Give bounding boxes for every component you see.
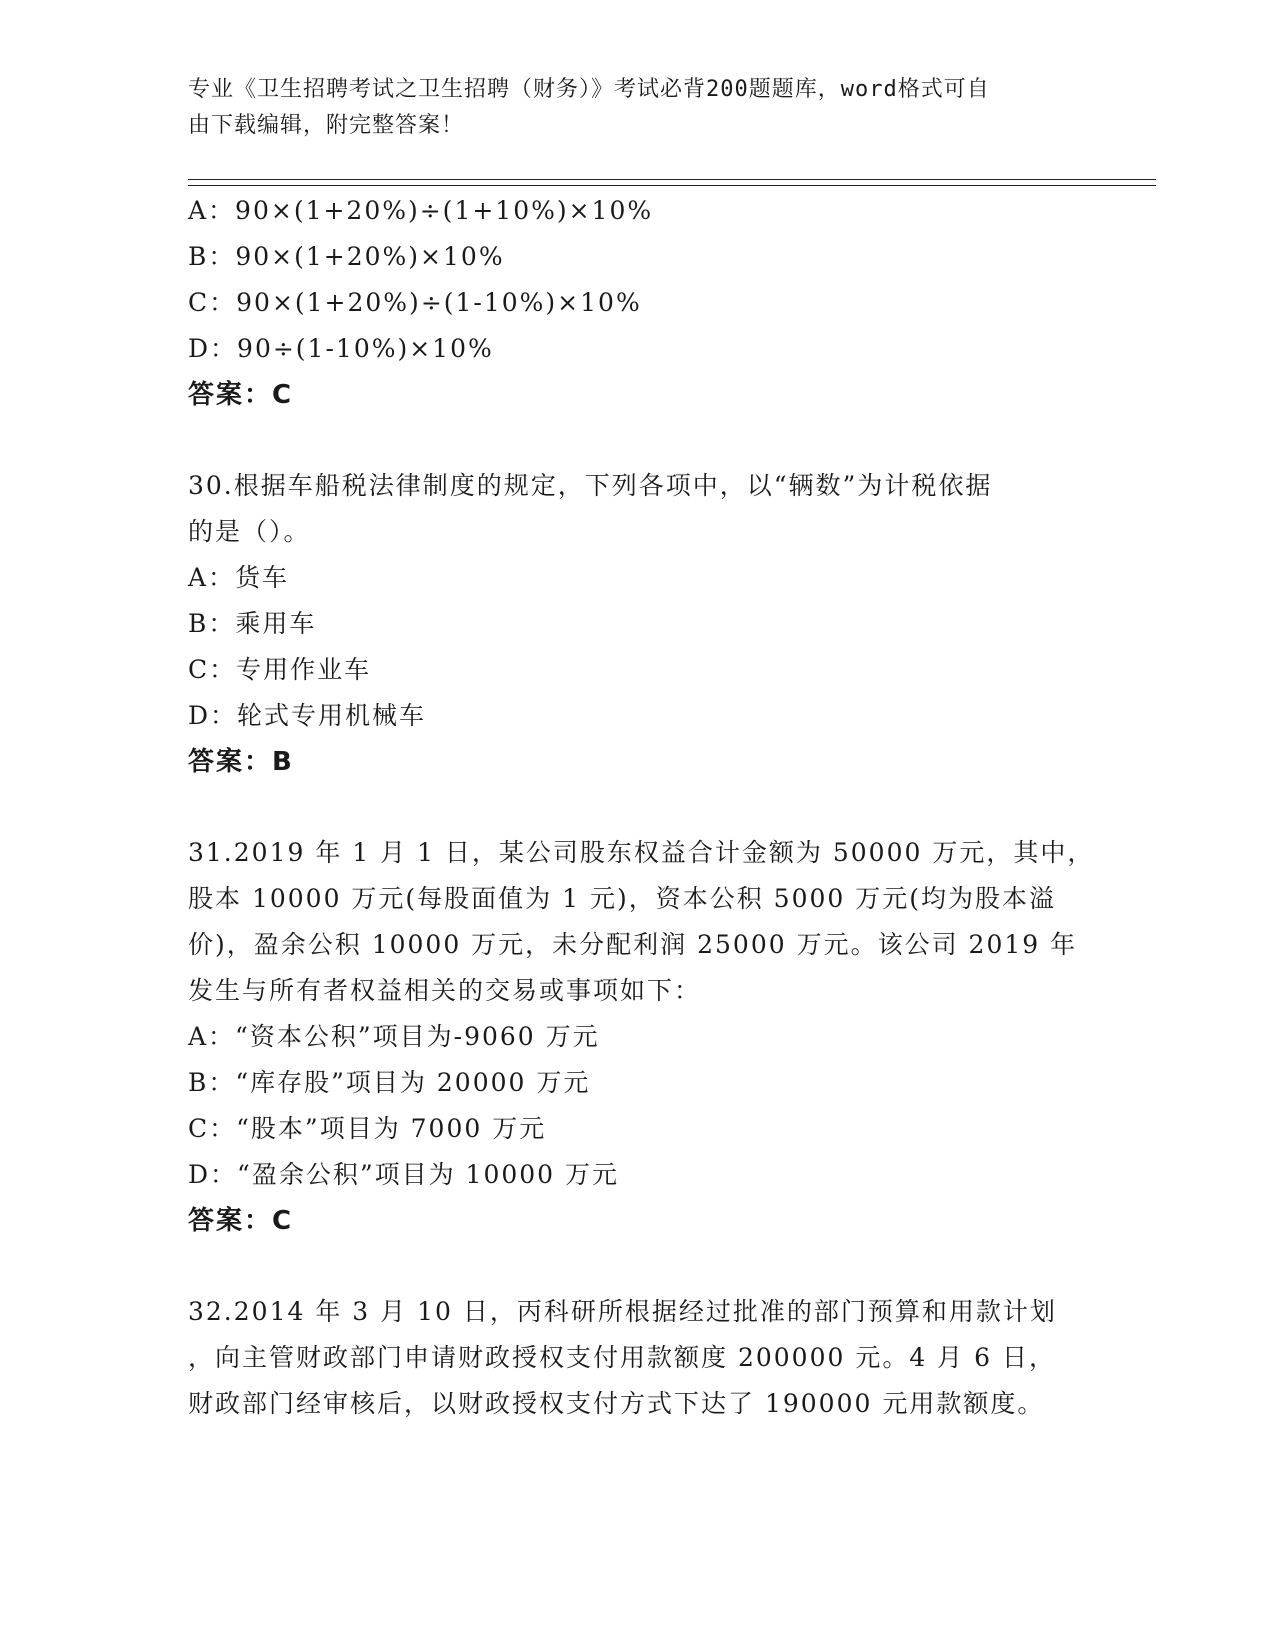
question-29 [188,188,1088,418]
option-d: D：“盈余公积”项目为 10000 万元 [188,1160,620,1189]
header-line-1: 专业《卫生招聘考试之卫生招聘（财务）》考试必背200题题库，word格式可自 [188,77,990,102]
option-c: C：90×(1+20%)÷(1-10%)×10% [188,288,642,317]
question-stem-line: 财政部门经审核后，以财政授权支付方式下达了 190000 元用款额度。 [188,1389,1045,1418]
header-line-2: 由下载编辑，附完整答案！ [188,113,465,138]
answer: 答案：B [188,747,294,777]
option-c: C：“股本”项目为 7000 万元 [188,1114,547,1143]
question-31 [188,830,1095,1244]
question-stem-line: 30.根据车船税法律制度的规定，下列各项中，以“辆数”为计税依据 [188,471,993,500]
answer: 答案：C [188,380,294,410]
header-divider-bottom [188,185,1156,186]
question-stem-line: 价)，盈余公积 10000 万元，未分配利润 25000 万元。该公司 2019 年 [188,930,1078,959]
document-body [188,188,1095,1427]
answer: 答案：C [188,1206,294,1236]
option-b: B：“库存股”项目为 20000 万元 [188,1068,591,1097]
option-b: B：乘用车 [188,609,317,638]
question-stem-line: 发生与所有者权益相关的交易或事项如下： [188,976,702,1005]
question-stem-line: 32.2014 年 3 月 10 日，丙科研所根据经过批准的部门预算和用款计划 [188,1297,1057,1326]
spacer [188,418,1088,463]
question-stem-line: 股本 10000 万元(每股面值为 1 元)，资本公积 5000 万元(均为股本溢 [188,884,1057,913]
question-30 [188,463,1088,785]
spacer [188,785,1088,830]
option-a: A：“资本公积”项目为-9060 万元 [188,1022,600,1051]
question-stem-line: 的是（）。 [188,517,311,546]
header-divider-top [188,179,1156,180]
option-a: A：90×(1+20%)÷(1+10%)×10% [188,196,654,225]
question-32 [188,1289,1088,1427]
spacer [188,1244,1088,1289]
question-stem-line: ，向主管财政部门申请财政授权支付用款额度 200000 元。4 月 6 日， [188,1343,1056,1372]
document-header [188,72,1088,144]
option-d: D：90÷(1-10%)×10% [188,334,494,363]
option-b: B：90×(1+20%)×10% [188,242,505,271]
question-stem-line: 31.2019 年 1 月 1 日，某公司股东权益合计金额为 50000 万元，其中， [188,838,1095,867]
option-a: A：货车 [188,563,290,592]
option-d: D：轮式专用机械车 [188,701,427,730]
option-c: C：专用作业车 [188,655,372,684]
